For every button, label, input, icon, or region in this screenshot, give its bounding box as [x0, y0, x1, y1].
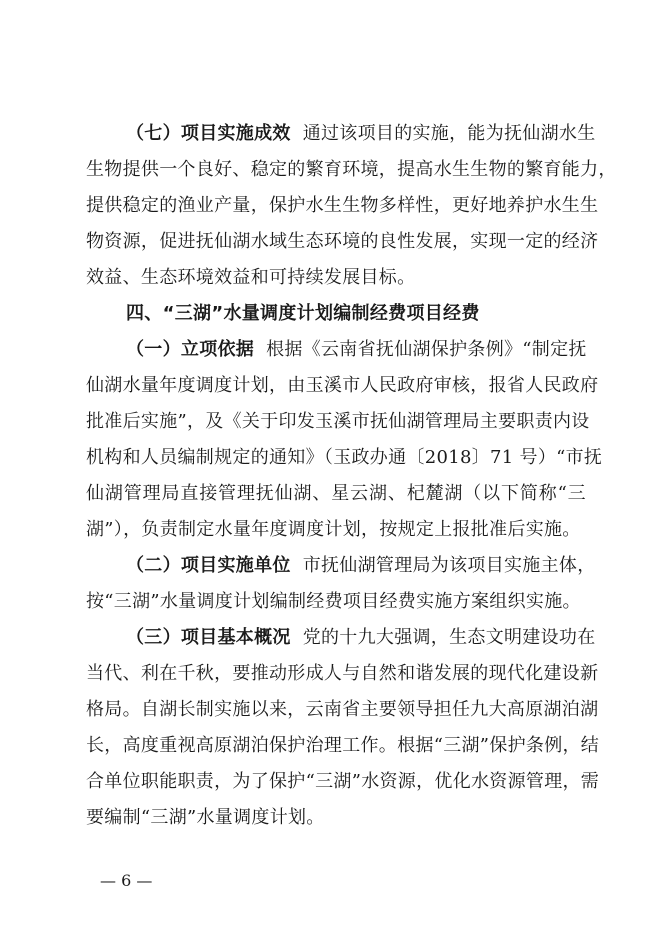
paragraph-text: 通过该项目的实施，能为抚仙湖水生 — [302, 123, 596, 144]
subsection-heading: （二）项目实施单位 — [126, 555, 291, 576]
paragraph-line: 效益、生态环境效益和可持续发展目标。 — [86, 267, 416, 288]
section-title: 四、“三湖”水量调度计划编制经费项目经费 — [126, 303, 480, 324]
paragraph-line: 当代、利在千秋，要推动形成人与自然和谐发展的现代化建设新 — [86, 663, 599, 684]
paragraph-line: 要编制“三湖”水量调度计划。 — [86, 807, 325, 828]
subsection-heading: （一）立项依据 — [126, 339, 255, 360]
paragraph-line: 机构和人员编制规定的通知》（玉政办通〔2018〕71 号）“市抚 — [86, 447, 603, 468]
paragraph-line: 按“三湖”水量调度计划编制经费项目经费实施方案组织实施。 — [86, 591, 581, 612]
paragraph-line — [126, 620, 596, 656]
paragraph-text: 市抚仙湖管理局为该项目实施主体， — [302, 555, 596, 576]
paragraph-line — [126, 548, 596, 584]
paragraph-line: 长，高度重视高原湖泊保护治理工作。根据“三湖”保护条例，结 — [86, 735, 600, 756]
paragraph-line: 提供稳定的渔业产量，保护水生生物多样性，更好地养护水生生 — [86, 195, 599, 216]
paragraph-line — [126, 116, 596, 152]
paragraph-line: 仙湖水量年度调度计划，由玉溪市人民政府审核，报省人民政府 — [86, 375, 599, 396]
subsection-heading: （三）项目基本概况 — [126, 627, 291, 648]
subsection-heading: （七）项目实施成效 — [126, 123, 291, 144]
paragraph-line: 批准后实施”，及《关于印发玉溪市抚仙湖管理局主要职责内设 — [86, 411, 590, 432]
paragraph-text: 根据《云南省抚仙湖保护条例》“制定抚 — [266, 339, 587, 360]
paragraph-line: 格局。自湖长制实施以来，云南省主要领导担任九大高原湖泊湖 — [86, 699, 599, 720]
paragraph-line — [126, 332, 586, 368]
paragraph-line: 仙湖管理局直接管理抚仙湖、星云湖、杞麓湖（以下简称“三 — [86, 483, 586, 504]
paragraph-line: 合单位职能职责，为了保护“三湖”水资源，优化水资源管理，需 — [86, 771, 600, 792]
paragraph-line: 湖”），负责制定水量年度调度计划，按规定上报批准后实施。 — [86, 519, 581, 540]
paragraph-text: 党的十九大强调，生态文明建设功在 — [302, 627, 596, 648]
paragraph-line: 物资源，促进抚仙湖水域生态环境的良性发展，实现一定的经济 — [86, 231, 599, 252]
page-number: — 6 — — [100, 871, 153, 890]
paragraph-line: 生物提供一个良好、稳定的繁育环境，提高水生生物的繁育能力， — [86, 159, 617, 180]
